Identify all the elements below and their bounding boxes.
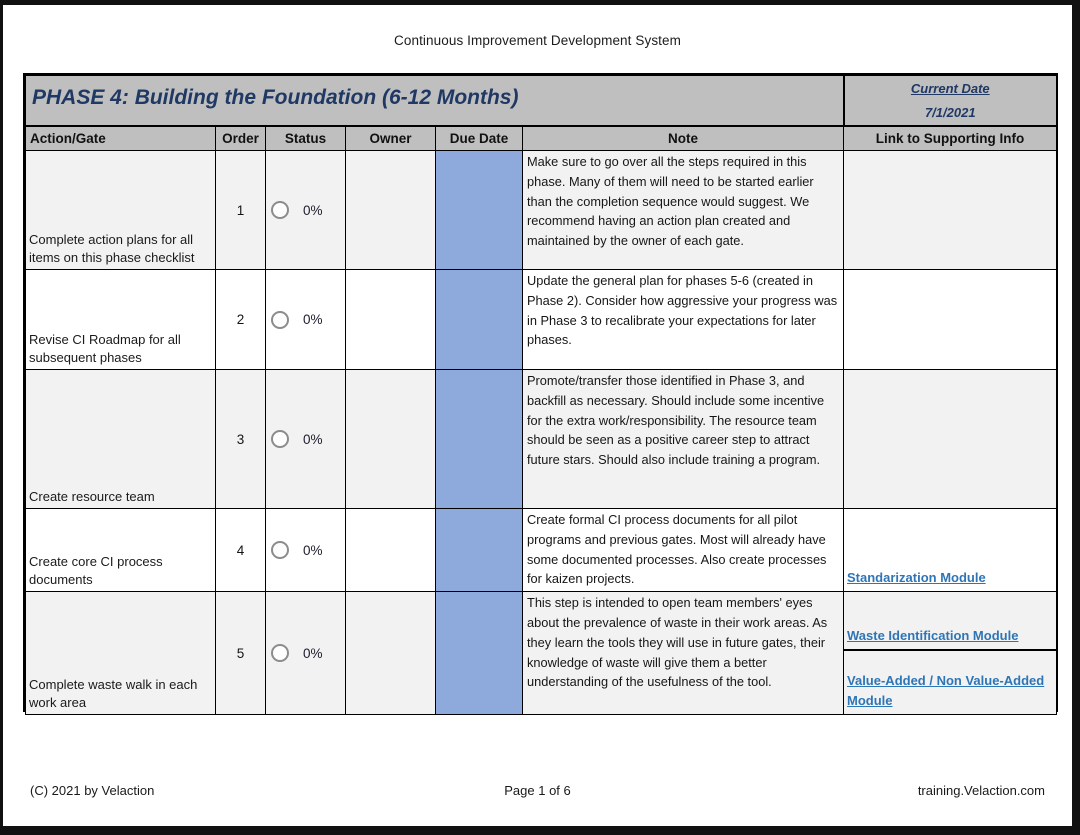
column-header-action-gate: Action/Gate [26, 126, 216, 151]
status-cell [266, 370, 346, 509]
document-page [3, 5, 1072, 826]
order-cell: 5 [216, 592, 266, 715]
table-row [26, 509, 1057, 592]
owner-cell [346, 370, 436, 509]
column-header-due-date: Due Date [436, 126, 523, 151]
harvey-ball-0-icon [271, 201, 289, 219]
standarization-module-link[interactable]: Standarization Module [847, 570, 986, 586]
link-cell [844, 270, 1057, 370]
harvey-ball-0-icon [271, 541, 289, 559]
website-text: training.Velaction.com [917, 783, 1045, 798]
table-row [26, 370, 1057, 509]
status-percent: 0% [303, 431, 323, 447]
page-footer [3, 783, 1072, 803]
link-cell [844, 151, 1057, 270]
column-header-order: Order [216, 126, 266, 151]
owner-cell [346, 270, 436, 370]
current-date-label: Current Date [910, 80, 990, 96]
status-cell [266, 270, 346, 370]
column-header-status: Status [266, 126, 346, 151]
link-cell [844, 509, 1057, 592]
note-cell: Create formal CI process documents for all pilot programs and previous gates. Most will already have some documented processes. Also create processes for kaizen projects. [523, 509, 844, 592]
column-header-link: Link to Supporting Info [844, 126, 1057, 151]
waste-identification-module-link[interactable]: Waste Identification Module [847, 628, 1019, 644]
harvey-ball-0-icon [271, 430, 289, 448]
column-header-owner: Owner [346, 126, 436, 151]
document-title: Continuous Improvement Development System [394, 33, 681, 48]
owner-cell [346, 592, 436, 715]
table-row [26, 151, 1057, 270]
value-added-module-link[interactable]: Value-Added / Non Value-Added Module [847, 673, 1045, 709]
owner-cell [346, 151, 436, 270]
action-cell: Revise CI Roadmap for all subsequent phases [26, 270, 216, 370]
table-row [26, 592, 1057, 715]
table-row [26, 270, 1057, 370]
column-header-row [26, 126, 1057, 151]
due-date-cell [436, 370, 523, 509]
action-cell: Create core CI process documents [26, 509, 216, 592]
due-date-cell [436, 270, 523, 370]
phase-title: PHASE 4: Building the Foundation (6-12 Months) [26, 76, 844, 126]
order-cell: 4 [216, 509, 266, 592]
phase-header-row [26, 76, 1057, 126]
action-cell: Complete waste walk in each work area [26, 592, 216, 715]
note-cell: Promote/transfer those identified in Phase 3, and backfill as necessary. Should include some incentive for the extra work/responsibility. The resource team should be seen as a positive career step to attract future stars. Should also include training a program. [523, 370, 844, 509]
link-subcell [844, 651, 1056, 714]
status-percent: 0% [303, 202, 323, 218]
status-percent: 0% [303, 312, 323, 327]
due-date-cell [436, 151, 523, 270]
current-date-cell [844, 76, 1057, 126]
link-cell [844, 370, 1057, 509]
page-number: Page 1 of 6 [504, 783, 571, 798]
note-cell: Update the general plan for phases 5-6 (created in Phase 2). Consider how aggressive your progress was in Phase 3 to recalibrate your expectations for later phases. [523, 270, 844, 370]
link-subcell [844, 592, 1056, 651]
note-cell: This step is intended to open team members' eyes about the prevalence of waste in their work areas. As they learn the tools they will use in future gates, their knowledge of waste will give them a better understanding of the usefulness of the tool. [523, 592, 844, 715]
harvey-ball-0-icon [271, 644, 289, 662]
order-cell: 2 [216, 270, 266, 370]
due-date-cell [436, 509, 523, 592]
status-cell [266, 151, 346, 270]
column-header-note: Note [523, 126, 844, 151]
harvey-ball-0-icon [271, 311, 289, 329]
link-cell [844, 592, 1057, 715]
due-date-cell [436, 592, 523, 715]
action-cell: Create resource team [26, 370, 216, 509]
phase-checklist-table [23, 73, 1058, 712]
order-cell: 1 [216, 151, 266, 270]
current-date-value: 7/1/2021 [924, 104, 976, 120]
status-percent: 0% [303, 645, 323, 661]
action-cell: Complete action plans for all items on this phase checklist [26, 151, 216, 270]
status-cell [266, 509, 346, 592]
status-percent: 0% [303, 542, 323, 558]
order-cell: 3 [216, 370, 266, 509]
status-cell [266, 592, 346, 715]
owner-cell [346, 509, 436, 592]
copyright-text: (C) 2021 by Velaction [30, 783, 155, 798]
note-cell: Make sure to go over all the steps required in this phase. Many of them will need to be started earlier than the completion sequence would suggest. We recommend having an action plan created and maintained by the owner of each gate. [523, 151, 844, 270]
